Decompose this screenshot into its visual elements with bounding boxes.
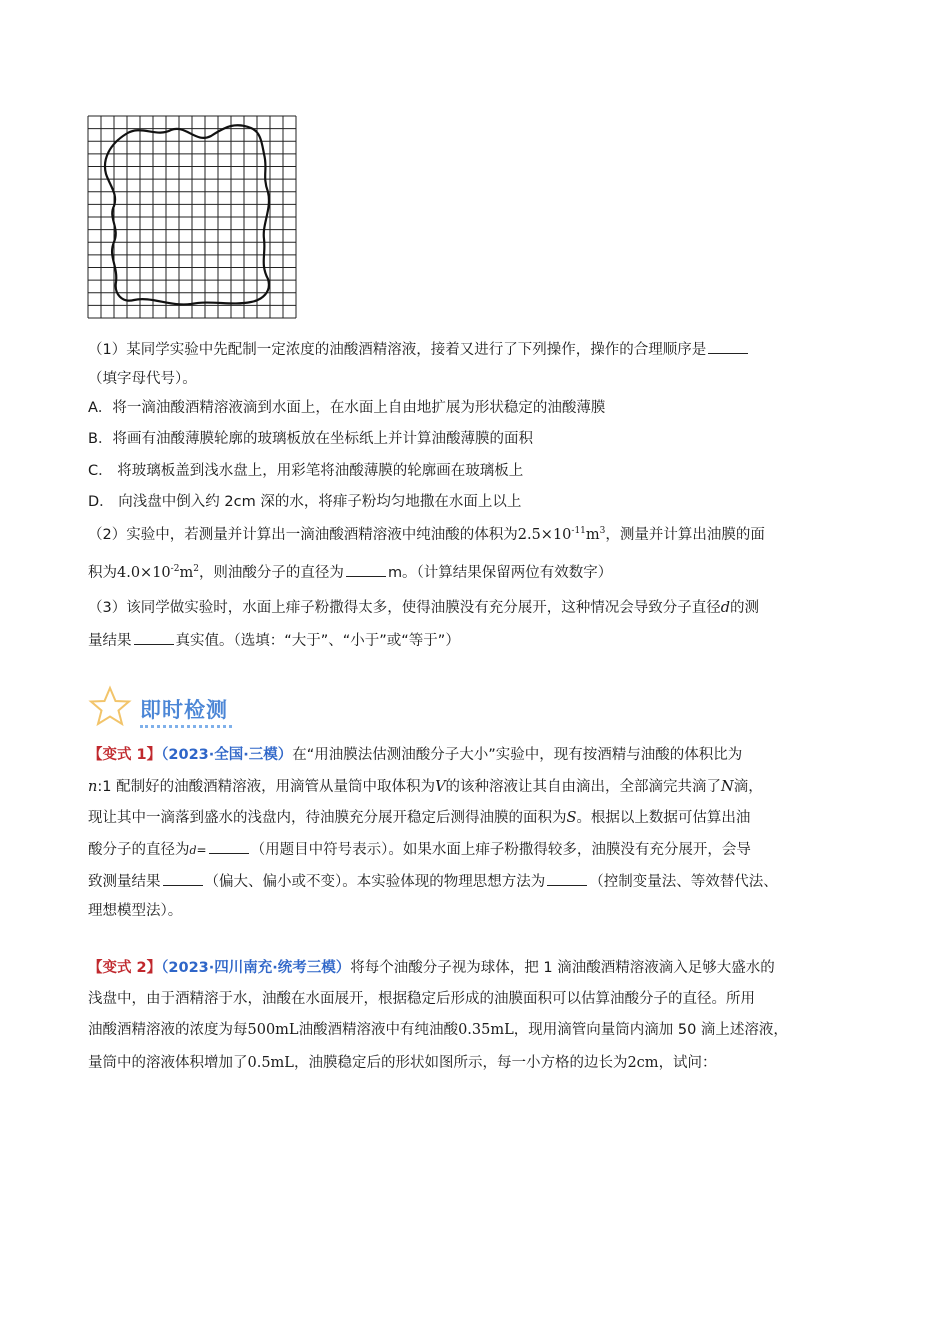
- q3-text-3: 量结果: [88, 633, 132, 649]
- q2-volume: $2.5\times 10^{-11}m^3$: [517, 526, 606, 543]
- q2-area: $4.0\times 10^{-2}m^2$: [117, 564, 199, 581]
- v2-text-4a: 量筒中的溶液体积增加了: [88, 1055, 248, 1071]
- q3-symbol-d: d: [720, 600, 731, 616]
- v1-symbol-s: S: [566, 810, 577, 826]
- q1-option-a: A．将一滴油酸酒精溶液滴到水面上，在水面上自由地扩展为形状稳定的油酸薄膜: [88, 400, 606, 416]
- q2-answer-blank[interactable]: [346, 562, 386, 577]
- v1-symbol-n-count: N: [721, 779, 734, 795]
- v1-line-4: [88, 839, 868, 861]
- v1-text-2b: 的该种溶液让其自由滴出，全部滴完共滴了: [445, 779, 722, 795]
- v2-source: （2023·四川南充·统考三模）: [161, 960, 351, 976]
- v1-text-3a: 现让其中一滴落到盛水的浅盘内，待油膜充分展开稳定后测得油膜的面积为: [88, 810, 567, 826]
- q2-text-5: m。（计算结果保留两位有效数字）: [387, 565, 613, 581]
- v1-text-3b: 。根据以上数据可估算出油: [576, 810, 751, 826]
- q2-text-4: ，则油酸分子的直径为: [198, 565, 344, 581]
- v2-volume-05ml: 0.5mL: [247, 1055, 294, 1071]
- v2-text-4b: ，油膜稳定后的形状如图所示，每一小方格的边长为: [293, 1055, 628, 1071]
- q3-text-1: （3）该同学做实验时，水面上痱子粉撒得太多，使得油膜没有充分展开，这种情况会导致分子直径: [88, 600, 721, 616]
- v1-symbol-d: d: [189, 844, 197, 857]
- q1-line-2: （填字母代号）。: [88, 371, 197, 387]
- v1-line-2: [88, 777, 868, 797]
- v2-side-length: 2cm: [627, 1055, 659, 1071]
- v2-text-3a: 油酸酒精溶液的浓度为每: [88, 1022, 248, 1038]
- q3-line-1: [88, 598, 868, 618]
- q1-option-c: C． 将玻璃板盖到浅水盘上，用彩笔将油酸薄膜的轮廓画在玻璃板上: [88, 463, 524, 479]
- v1-tag: 【变式 1】: [88, 747, 162, 763]
- v1-line-6: 理想模型法）。: [88, 903, 183, 919]
- v2-text-1: 将每个油酸分子视为球体，把 1 滴油酸酒精溶液滴入足够大盛水的: [350, 960, 775, 976]
- q3-line-2: [88, 630, 868, 651]
- q1-line-1: [88, 339, 868, 360]
- v1-symbol-n: n: [88, 779, 98, 795]
- v1-text-5b: （偏大、偏小或不变）。本实验体现的物理思想方法为: [204, 874, 546, 890]
- q2-text-3: 积为: [88, 565, 117, 581]
- q2-line-1: [88, 525, 868, 545]
- v1-text-5a: 致测量结果: [88, 874, 161, 890]
- v1-text-2a: :1 配制好的油酸酒精溶液，用滴管从量筒中取体积为: [97, 779, 436, 795]
- v2-volume-500ml: 500mL: [247, 1022, 299, 1038]
- v1-line-1: [88, 745, 868, 765]
- v1-text-2c: 滴，: [733, 779, 763, 795]
- q3-answer-blank[interactable]: [134, 630, 174, 645]
- v1-equals: =: [196, 843, 207, 857]
- v2-line-2: 浅盘中，由于酒精溶于水，油酸在水面展开，根据稳定后形成的油膜面积可以估算油酸分子的直径。所用: [88, 991, 755, 1007]
- q2-text-2: ，测量并计算出油膜的面: [605, 527, 765, 543]
- v2-text-4c: ，试问：: [658, 1055, 717, 1071]
- v1-method-blank[interactable]: [547, 871, 587, 886]
- v2-line-3: [88, 1020, 868, 1040]
- q1-option-b: B．将画有油酸薄膜轮廓的玻璃板放在坐标纸上并计算油酸薄膜的面积: [88, 431, 533, 447]
- q1-answer-blank[interactable]: [708, 339, 748, 354]
- q3-text-4: 真实值。（选填：“大于”、“小于”或“等于”）: [175, 633, 460, 649]
- oil-film-grid-figure: [86, 114, 298, 320]
- v1-source: （2023·全国·三模）: [161, 747, 293, 763]
- section-title: 即时检测: [140, 698, 228, 722]
- v1-symbol-v: V: [435, 779, 446, 795]
- v1-text-1: 在“用油膜法估测油酸分子大小”实验中，现有按酒精与油酸的体积比为: [292, 747, 743, 763]
- q1-text: （1）某同学实验中先配制一定浓度的油酸酒精溶液，接着又进行了下列操作，操作的合理顺序是: [88, 342, 707, 358]
- q1-option-d: D． 向浅盘中倒入约 2cm 深的水，将痱子粉均匀地撒在水面上以上: [88, 494, 522, 510]
- v1-text-4b: （用题目中符号表示）。如果水面上痱子粉撒得较多，油膜没有充分展开，会导: [250, 842, 751, 858]
- v1-result-blank[interactable]: [163, 871, 203, 886]
- v1-diameter-blank[interactable]: [209, 839, 249, 854]
- v2-text-3c: ，现用滴管向量筒内滴加 50 滴上述溶液，: [513, 1022, 788, 1038]
- v2-text-3b: 油酸酒精溶液中有纯油酸: [298, 1022, 459, 1038]
- q2-text-1: （2）实验中，若测量并计算出一滴油酸酒精溶液中纯油酸的体积为: [88, 527, 518, 543]
- section-underline: [140, 725, 232, 728]
- v1-text-5c: （控制变量法、等效替代法、: [589, 874, 778, 890]
- v2-line-1: [88, 958, 868, 978]
- q2-line-2: [88, 562, 868, 583]
- v1-text-4a: 酸分子的直径为: [88, 842, 190, 858]
- v1-line-3: [88, 808, 868, 828]
- q3-text-2: 的测: [730, 600, 760, 616]
- v2-tag: 【变式 2】: [88, 960, 162, 976]
- v1-line-5: [88, 871, 868, 892]
- v2-volume-035ml: 0.35mL: [458, 1022, 514, 1038]
- v2-line-4: [88, 1053, 868, 1073]
